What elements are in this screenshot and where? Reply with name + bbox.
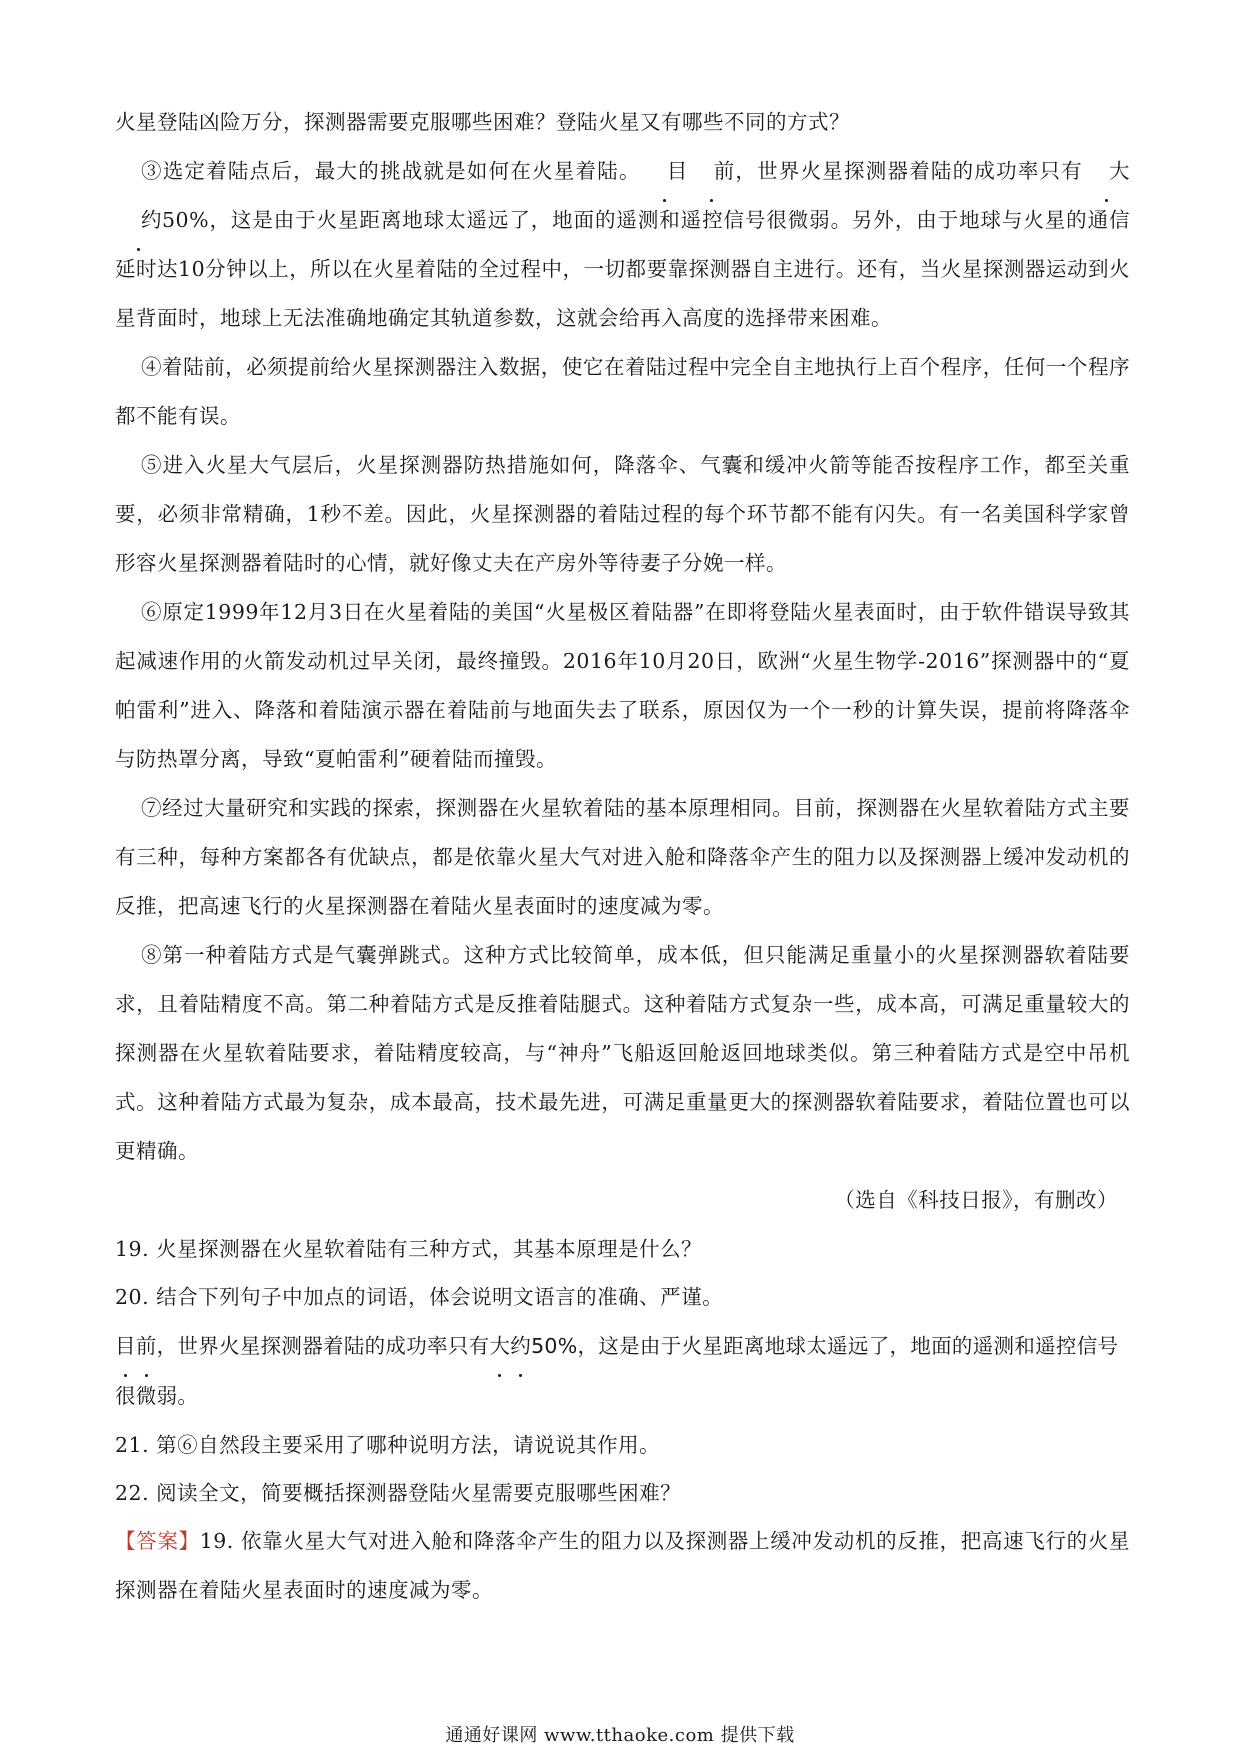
quoted-sentence-mid: ，世界火星探测器着陆的成功率只有	[156, 1334, 490, 1358]
question-20: 20. 结合下列句子中加点的词语，体会说明文语言的准确、严谨。	[115, 1285, 724, 1309]
paragraph-3-end: 50%，这是由于火星距离地球太遥远了，地面的遥测和遥控信号很微弱。另外，由于地球与火星的通信延时达10分钟以上，所以在火星着陆的全过程中，一切都要靠探测器自主进行。还有，当火星探测器运动到火星背面时，地球上无法准确地确定其轨道参数，这就会给再入高度的选择带来困难。	[115, 208, 1130, 330]
emphasis-dot-char: 约	[510, 1321, 531, 1371]
emphasis-dot-char: 前	[688, 147, 735, 196]
emphasis-dot-char: 大	[1083, 147, 1130, 196]
intro-paragraph: 火星登陆凶险万分，探测器需要克服哪些困难？登陆火星又有哪些不同的方式？	[115, 110, 850, 134]
paragraph-5: ⑤进入火星大气层后，火星探测器防热措施如何，降落伞、气囊和缓冲火箭等能否按程序工作，都至关重要，必须非常精确，1秒不差。因此，火星探测器的着陆过程的每个环节都不能有闪失。有一名美国科学家曾形容火星探测器着陆时的心情，就好像丈夫在产房外等待妻子分娩一样。	[115, 453, 1130, 575]
source-citation: （选自《科技日报》，有删改）	[834, 1188, 1118, 1212]
article-body	[115, 98, 1130, 1615]
emphasis-dot-char: 目	[641, 147, 688, 196]
answer-paragraph	[115, 1517, 1130, 1615]
paragraph-3-start: ③选定着陆点后，最大的挑战就是如何在火星着陆。	[141, 159, 641, 183]
paragraph-3	[115, 147, 1130, 343]
emphasis-dot-char: 目	[115, 1321, 136, 1371]
answer-text: 19. 依靠火星大气对进入舱和降落伞产生的阻力以及探测器上缓冲发动机的反推，把高速飞行的火星探测器在着陆火星表面时的速度减为零。	[115, 1529, 1130, 1602]
paragraph-3-mid: ，世界火星探测器着陆的成功率只有	[734, 159, 1084, 183]
question-21: 21. 第⑥自然段主要采用了哪种说明方法，请说说其作用。	[115, 1433, 661, 1457]
emphasis-dot-char: 约	[115, 196, 162, 245]
question-22: 22. 阅读全文，简要概括探测器登陆火星需要克服哪些困难？	[115, 1481, 682, 1505]
paragraph-4: ④着陆前，必须提前给火星探测器注入数据，使它在着陆过程中完全自主地执行上百个程序，任何一个程序都不能有误。	[115, 355, 1130, 428]
emphasis-dot-char: 前	[136, 1321, 157, 1371]
quoted-sentence-end: 50%，这是由于火星距离地球太遥远了，地面的遥测和遥控信号很微弱。	[115, 1334, 1119, 1408]
quoted-sentence	[115, 1321, 1130, 1421]
paragraph-6: ⑥原定1999年12月3日在火星着陆的美国“火星极区着陆器”在即将登陆火星表面时，由于软件错误导致其起减速作用的火箭发动机过早关闭，最终撞毁。2016年10月20日，欧洲“火星生物学-2016”探测器中的“夏帕雷利”进入、降落和着陆演示器在着陆前与地面失去了联系，原因仅为一个一秒的计算失误，提前将降落伞与防热罩分离，导致“夏帕雷利”硬着陆而撞毁。	[115, 600, 1130, 771]
answer-tag: 【答案】	[115, 1529, 200, 1553]
emphasis-dot-char: 大	[489, 1321, 510, 1371]
question-19: 19. 火星探测器在火星软着陆有三种方式，其基本原理是什么？	[115, 1237, 703, 1261]
paragraph-8: ⑧第一种着陆方式是气囊弹跳式。这种方式比较简单，成本低，但只能满足重量小的火星探测器软着陆要求，且着陆精度不高。第二种着陆方式是反推着陆腿式。这种着陆方式复杂一些，成本高，可满足重量较大的探测器在火星软着陆要求，着陆精度较高，与“神舟”飞船返回舱返回地球类似。第三种着陆方式是空中吊机式。这种着陆方式最为复杂，成本最高，技术最先进，可满足重量更大的探测器软着陆要求，着陆位置也可以更精确。	[115, 943, 1130, 1163]
paragraph-7: ⑦经过大量研究和实践的探索，探测器在火星软着陆的基本原理相同。目前，探测器在火星软着陆方式主要有三种，每种方案都各有优缺点，都是依靠火星大气对进入舱和降落伞产生的阻力以及探测器上缓冲发动机的反推，把高速飞行的火星探测器在着陆火星表面时的速度减为零。	[115, 796, 1130, 918]
page-footer: 通通好课网 www.tthaoke.com 提供下载	[445, 1725, 795, 1746]
